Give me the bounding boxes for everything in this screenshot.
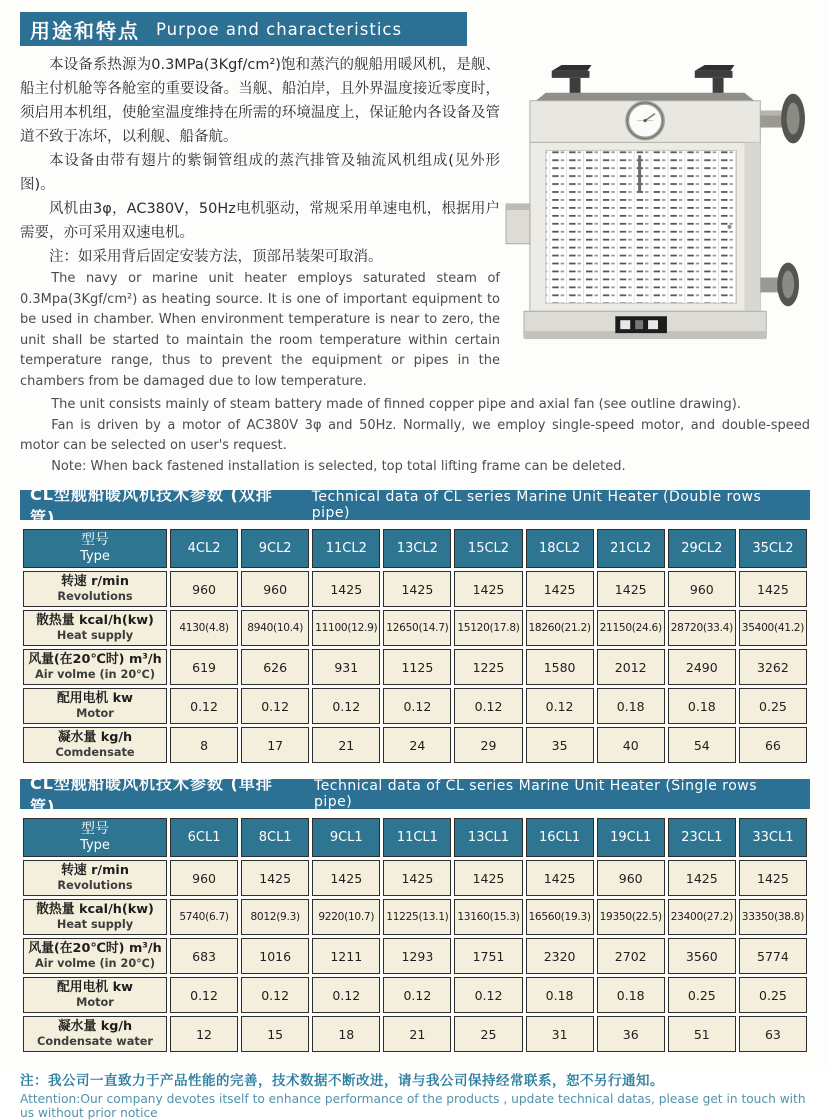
spec-cell: 0.12 bbox=[241, 977, 309, 1013]
spec-cell: 0.12 bbox=[383, 688, 451, 724]
product-photo bbox=[500, 61, 818, 355]
type-label-en: Type bbox=[80, 838, 110, 853]
spec-cell: 960 bbox=[170, 860, 238, 896]
spec-cell: 619 bbox=[170, 649, 238, 685]
column-header-model: 9CL2 bbox=[241, 529, 309, 568]
section-title-en: Technical data of CL series Marine Unit Heater (Double rows pipe) bbox=[311, 489, 762, 521]
spec-cell: 1425 bbox=[454, 571, 522, 607]
row-label bbox=[23, 688, 167, 724]
intro-section bbox=[20, 53, 810, 392]
spec-cell: 1425 bbox=[597, 571, 665, 607]
spec-cell: 1425 bbox=[668, 860, 736, 896]
paragraph: 风机由3φ，AC380V，50Hz电机驱动，常规采用单速电机，根据用户需要，亦可采用双速电机。 bbox=[20, 201, 500, 241]
spec-cell: 1211 bbox=[312, 938, 380, 974]
spec-cell: 8012(9.3) bbox=[241, 899, 309, 935]
spec-cell: 40 bbox=[597, 727, 665, 763]
column-header-type bbox=[23, 529, 167, 568]
table-row bbox=[23, 649, 807, 685]
row-label-en: Motor bbox=[76, 996, 114, 1009]
table-row bbox=[23, 899, 807, 935]
section-banner-single-rows bbox=[20, 774, 810, 816]
name-plate bbox=[615, 316, 667, 333]
spec-table-single-rows bbox=[20, 815, 810, 1055]
column-header-model: 19CL1 bbox=[597, 818, 665, 857]
english-intro-paragraph: The navy or marine unit heater employs saturated steam of 0.3Mpa(3Kgf/cm²) as heating source. It is one of important equipment to be used in chamber. When environment temperature is near to zero, the unit shall be started to maintain the room temperature within certain temperature range, thus to prevent the equipment or pipes in the chambers from be damaged due to low temperature. bbox=[20, 271, 500, 389]
column-header-model: 13CL1 bbox=[454, 818, 522, 857]
spec-cell: 0.18 bbox=[597, 688, 665, 724]
column-header-model: 23CL1 bbox=[668, 818, 736, 857]
spec-section-double-rows bbox=[20, 485, 810, 766]
table-header-row bbox=[23, 818, 807, 857]
spec-cell: 13160(15.3) bbox=[454, 899, 522, 935]
spec-cell: 8 bbox=[170, 727, 238, 763]
spec-cell: 18260(21.2) bbox=[526, 610, 594, 646]
paragraph: 注：如采用背后固定安装方法，顶部吊装架可取消。 bbox=[49, 249, 383, 265]
spec-cell: 960 bbox=[241, 571, 309, 607]
spec-cell: 1425 bbox=[383, 571, 451, 607]
row-label bbox=[23, 571, 167, 607]
row-label-cn: 风量(在20℃时) m³/h bbox=[28, 652, 162, 667]
row-label-en: Heat supply bbox=[56, 918, 134, 931]
intro-text-column bbox=[20, 53, 500, 392]
table-row bbox=[23, 610, 807, 646]
paragraph: 本设备由带有翅片的紫铜管组成的蒸汽排管及轴流风机组成(见外形图)。 bbox=[20, 153, 500, 193]
row-label-en: Motor bbox=[76, 707, 114, 720]
table-row bbox=[23, 977, 807, 1013]
column-header-model: 9CL1 bbox=[312, 818, 380, 857]
spec-cell: 1293 bbox=[383, 938, 451, 974]
spec-cell: 18 bbox=[312, 1016, 380, 1052]
footer-note-en: Attention:Our company devotes itself to enhance performance of the products , update technical datas, please get in touch with us without prior notice bbox=[20, 1092, 806, 1120]
row-label-cn: 配用电机 kw bbox=[57, 980, 133, 995]
table-body bbox=[23, 860, 807, 1052]
row-label bbox=[23, 938, 167, 974]
spec-section-single-rows bbox=[20, 774, 810, 1055]
spec-cell: 2490 bbox=[668, 649, 736, 685]
row-label bbox=[23, 1016, 167, 1052]
type-label-cn: 型号 bbox=[81, 821, 109, 837]
spec-cell: 0.12 bbox=[383, 977, 451, 1013]
table-body bbox=[23, 571, 807, 763]
spec-cell: 63 bbox=[739, 1016, 807, 1052]
spec-cell: 0.12 bbox=[526, 688, 594, 724]
row-label bbox=[23, 727, 167, 763]
row-label bbox=[23, 610, 167, 646]
page-title-en: Purpoe and characteristics bbox=[156, 19, 403, 39]
spec-cell: 0.25 bbox=[739, 688, 807, 724]
section-title-en: Technical data of CL series Marine Unit Heater (Single rows pipe) bbox=[314, 778, 758, 810]
spec-cell: 1425 bbox=[739, 571, 807, 607]
column-header-type bbox=[23, 818, 167, 857]
row-label-en: Air volme (in 20℃) bbox=[34, 668, 156, 681]
spec-cell: 0.12 bbox=[241, 688, 309, 724]
column-header-model: 21CL2 bbox=[597, 529, 665, 568]
column-header-model: 35CL2 bbox=[739, 529, 807, 568]
row-label bbox=[23, 649, 167, 685]
spec-cell: 12650(14.7) bbox=[383, 610, 451, 646]
column-header-model: 13CL2 bbox=[383, 529, 451, 568]
table-row bbox=[23, 688, 807, 724]
condensate-outlet-flange bbox=[760, 263, 799, 307]
pressure-gauge-icon bbox=[627, 103, 663, 139]
spec-cell: 28720(33.4) bbox=[668, 610, 736, 646]
row-label-en: Air volme (in 20℃) bbox=[34, 957, 156, 970]
spec-cell: 1425 bbox=[383, 860, 451, 896]
spec-cell: 11100(12.9) bbox=[312, 610, 380, 646]
table-row bbox=[23, 571, 807, 607]
spec-cell: 33350(38.8) bbox=[739, 899, 807, 935]
row-label-en: Revolutions bbox=[57, 879, 133, 892]
section-title-cn: CL型舰船暖风机技术参数 (单排管) bbox=[30, 774, 273, 816]
spec-cell: 0.12 bbox=[312, 977, 380, 1013]
spec-cell: 2320 bbox=[526, 938, 594, 974]
spec-cell: 9220(10.7) bbox=[312, 899, 380, 935]
spec-cell: 960 bbox=[668, 571, 736, 607]
spec-cell: 1425 bbox=[241, 860, 309, 896]
spec-cell: 1125 bbox=[383, 649, 451, 685]
spec-cell: 66 bbox=[739, 727, 807, 763]
spec-cell: 0.12 bbox=[312, 688, 380, 724]
spec-cell: 35 bbox=[526, 727, 594, 763]
spec-cell: 1425 bbox=[739, 860, 807, 896]
spec-cell: 4130(4.8) bbox=[170, 610, 238, 646]
spec-cell: 31 bbox=[526, 1016, 594, 1052]
spec-cell: 0.18 bbox=[597, 977, 665, 1013]
type-label-cn: 型号 bbox=[81, 532, 109, 548]
english-description-paragraphs bbox=[20, 395, 810, 477]
spec-cell: 16560(19.3) bbox=[526, 899, 594, 935]
spec-cell: 0.25 bbox=[668, 977, 736, 1013]
spec-cell: 1425 bbox=[454, 860, 522, 896]
column-header-model: 29CL2 bbox=[668, 529, 736, 568]
spec-cell: 21150(24.6) bbox=[597, 610, 665, 646]
spec-cell: 1580 bbox=[526, 649, 594, 685]
spec-cell: 5774 bbox=[739, 938, 807, 974]
column-header-model: 4CL2 bbox=[170, 529, 238, 568]
row-label-en: Condensate water bbox=[37, 1035, 153, 1048]
row-label bbox=[23, 899, 167, 935]
row-label-cn: 凝水量 kg/h bbox=[57, 1019, 133, 1034]
spec-cell: 0.12 bbox=[170, 977, 238, 1013]
spec-cell: 17 bbox=[241, 727, 309, 763]
table-head bbox=[23, 818, 807, 857]
column-header-model: 33CL1 bbox=[739, 818, 807, 857]
column-header-model: 11CL2 bbox=[312, 529, 380, 568]
spec-cell: 36 bbox=[597, 1016, 665, 1052]
row-label-cn: 配用电机 kw bbox=[57, 691, 133, 706]
spec-cell: 24 bbox=[383, 727, 451, 763]
spec-cell: 35400(41.2) bbox=[739, 610, 807, 646]
spec-cell: 3262 bbox=[739, 649, 807, 685]
paragraph: 本设备系热源为0.3MPa(3Kgf/cm²)饱和蒸汽的舰船用暖风机，是舰、船主付机舱等各舱室的重要设备。当舰、船泊岸，且外界温度接近零度时，须启用本机组，使舱室温度维持在所需的环境温度上，保证舱内各设备及管道不致于冻坏，以利舰、船备航。 bbox=[20, 57, 500, 145]
spec-cell: 0.18 bbox=[668, 688, 736, 724]
spec-cell: 3560 bbox=[668, 938, 736, 974]
spec-cell: 0.12 bbox=[454, 977, 522, 1013]
spec-cell: 15120(17.8) bbox=[454, 610, 522, 646]
spec-cell: 21 bbox=[383, 1016, 451, 1052]
section-banner-double-rows bbox=[20, 485, 810, 527]
steam-inlet-flange bbox=[760, 94, 805, 144]
chinese-intro-paragraphs bbox=[20, 53, 500, 269]
spec-cell: 15 bbox=[241, 1016, 309, 1052]
column-header-model: 16CL1 bbox=[526, 818, 594, 857]
page-title-banner bbox=[20, 12, 467, 46]
unit-heater-illustration bbox=[500, 61, 818, 351]
section-title-cn: CL型舰船暖风机技术参数 (双排管) bbox=[30, 485, 273, 527]
spec-cell: 19350(22.5) bbox=[597, 899, 665, 935]
page-title-cn: 用途和特点 bbox=[30, 18, 140, 43]
table-row bbox=[23, 860, 807, 896]
table-header-row bbox=[23, 529, 807, 568]
spec-cell: 11225(13.1) bbox=[383, 899, 451, 935]
row-label bbox=[23, 860, 167, 896]
row-label-en: Revolutions bbox=[57, 590, 133, 603]
table-row bbox=[23, 1016, 807, 1052]
row-label-cn: 转速 r/min bbox=[61, 574, 129, 589]
table-row bbox=[23, 727, 807, 763]
paragraph: Fan is driven by a motor of AC380V 3φ and 50Hz. Normally, we employ single-speed motor, and double-speed motor can be selected on user's request. bbox=[20, 417, 810, 453]
spec-cell: 1425 bbox=[526, 571, 594, 607]
row-label-cn: 散热量 kcal/h(kw) bbox=[36, 613, 154, 628]
spec-cell: 21 bbox=[312, 727, 380, 763]
spec-cell: 626 bbox=[241, 649, 309, 685]
spec-cell: 51 bbox=[668, 1016, 736, 1052]
spec-cell: 25 bbox=[454, 1016, 522, 1052]
junction-box bbox=[506, 204, 530, 244]
paragraph: The unit consists mainly of steam battery made of finned copper pipe and axial fan (see outline drawing). bbox=[51, 397, 742, 412]
spec-cell: 960 bbox=[170, 571, 238, 607]
spec-cell: 0.12 bbox=[170, 688, 238, 724]
column-header-model: 15CL2 bbox=[454, 529, 522, 568]
column-header-model: 6CL1 bbox=[170, 818, 238, 857]
spec-cell: 2702 bbox=[597, 938, 665, 974]
spec-cell: 1225 bbox=[454, 649, 522, 685]
row-label-en: Heat supply bbox=[56, 629, 134, 642]
table-head bbox=[23, 529, 807, 568]
spec-cell: 12 bbox=[170, 1016, 238, 1052]
spec-cell: 1425 bbox=[526, 860, 594, 896]
spec-cell: 931 bbox=[312, 649, 380, 685]
spec-cell: 683 bbox=[170, 938, 238, 974]
spec-cell: 29 bbox=[454, 727, 522, 763]
column-header-model: 11CL1 bbox=[383, 818, 451, 857]
spec-cell: 54 bbox=[668, 727, 736, 763]
spec-cell: 23400(27.2) bbox=[668, 899, 736, 935]
spec-cell: 0.25 bbox=[739, 977, 807, 1013]
row-label bbox=[23, 977, 167, 1013]
column-header-model: 18CL2 bbox=[526, 529, 594, 568]
spec-cell: 5740(6.7) bbox=[170, 899, 238, 935]
row-label-en: Comdensate bbox=[55, 746, 135, 759]
spec-table-double-rows bbox=[20, 526, 810, 766]
spec-cell: 2012 bbox=[597, 649, 665, 685]
column-header-model: 8CL1 bbox=[241, 818, 309, 857]
footer-notes bbox=[20, 1069, 810, 1120]
spec-cell: 1016 bbox=[241, 938, 309, 974]
paragraph: Note: When back fastened installation is selected, top total lifting frame can be deleted. bbox=[51, 458, 626, 474]
footer-note-cn: 注：我公司一直致力于产品性能的完善，技术数据不断改进，请与我公司保持经常联系，恕不另行通知。 bbox=[20, 1073, 664, 1089]
spec-cell: 0.18 bbox=[526, 977, 594, 1013]
row-label-cn: 凝水量 kg/h bbox=[57, 730, 133, 745]
type-label-en: Type bbox=[80, 549, 110, 564]
spec-cell: 0.12 bbox=[454, 688, 522, 724]
row-label-cn: 风量(在20℃时) m³/h bbox=[28, 941, 162, 956]
spec-cell: 8940(10.4) bbox=[241, 610, 309, 646]
spec-cell: 1425 bbox=[312, 860, 380, 896]
spec-cell: 960 bbox=[597, 860, 665, 896]
spec-cell: 1425 bbox=[312, 571, 380, 607]
spec-cell: 1751 bbox=[454, 938, 522, 974]
row-label-cn: 散热量 kcal/h(kw) bbox=[36, 902, 154, 917]
table-row bbox=[23, 938, 807, 974]
row-label-cn: 转速 r/min bbox=[61, 863, 129, 878]
